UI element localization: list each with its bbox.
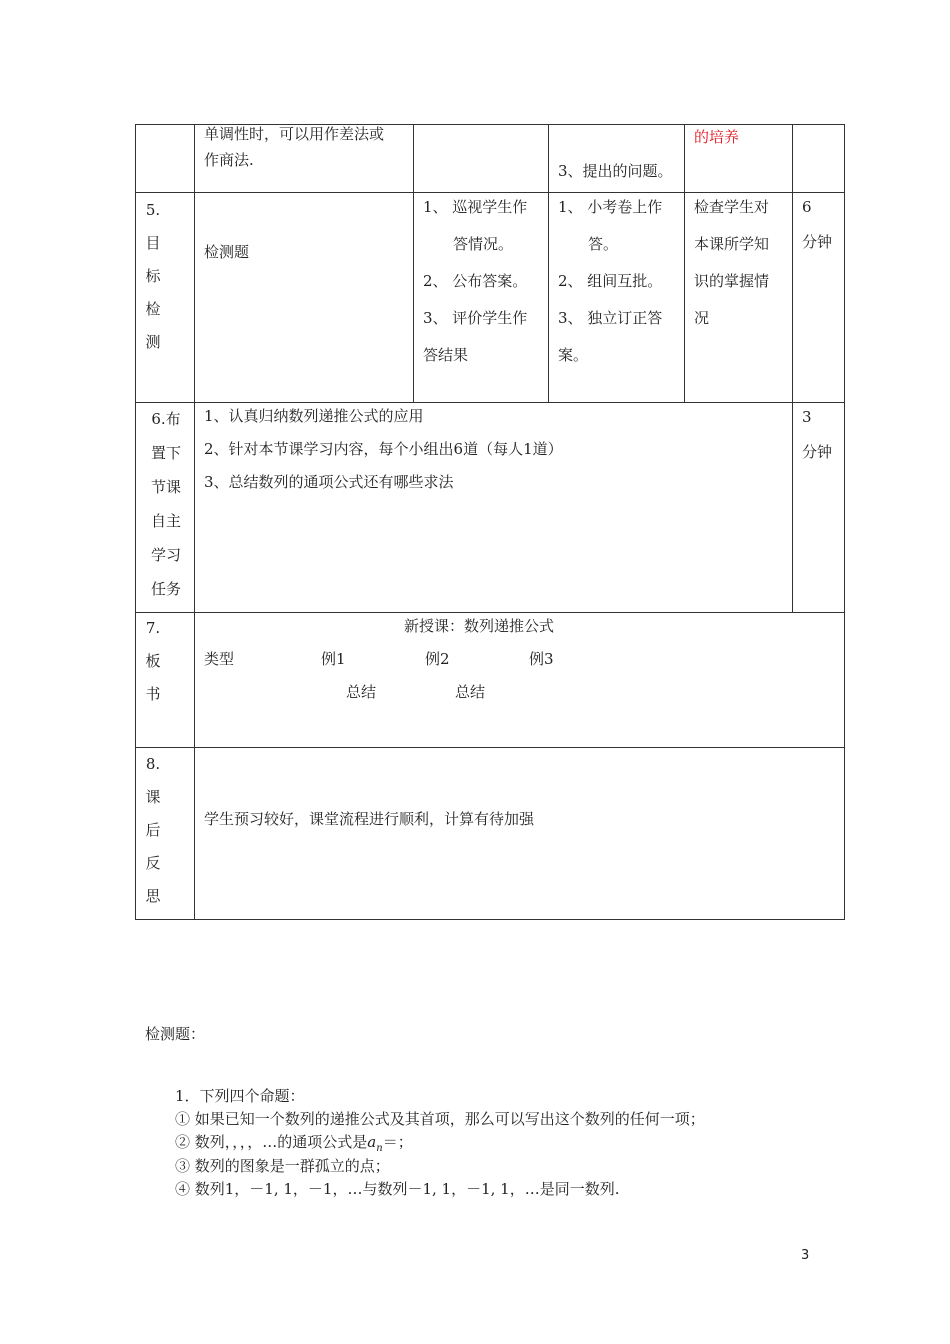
goal-cell bbox=[694, 195, 769, 343]
question-item bbox=[175, 1132, 705, 1155]
question-item: ③ 数列的图象是一群孤立的点； bbox=[175, 1156, 390, 1175]
section-label-char: 书 bbox=[145, 685, 161, 703]
board-example-2: 例2 bbox=[425, 650, 450, 668]
board-summary-2: 总结 bbox=[455, 683, 486, 701]
section-label-char: 标 bbox=[145, 267, 161, 285]
formula-subscript: n bbox=[376, 1143, 383, 1155]
goal-line: 识的掌握情 bbox=[694, 272, 770, 290]
section-label-char: 测 bbox=[145, 333, 161, 351]
section-label-5 bbox=[135, 194, 171, 359]
section-label-char: 课 bbox=[145, 788, 161, 806]
teacher-activity-cell bbox=[423, 195, 527, 380]
section-label-char: 板 bbox=[145, 652, 161, 670]
board-title: 新授课：数列递推公式 bbox=[404, 617, 555, 635]
table-line bbox=[792, 124, 793, 613]
section-label-6 bbox=[143, 402, 189, 606]
student-activity-line: 答。 bbox=[588, 235, 619, 253]
section-label-char: 后 bbox=[145, 821, 161, 839]
homework-item: 3、总结数列的通项公式还有哪些求法 bbox=[204, 473, 454, 491]
section-label-char: 置下 bbox=[150, 444, 181, 462]
table-line bbox=[135, 192, 845, 193]
section-label-char: 自主 bbox=[150, 512, 181, 530]
board-type-label: 类型 bbox=[204, 650, 235, 668]
table-line bbox=[194, 124, 195, 920]
quiz-heading: 检测题： bbox=[145, 1025, 206, 1043]
teacher-activity-line: 2、 公布答案。 bbox=[423, 272, 528, 290]
table-line bbox=[548, 124, 549, 403]
table-line bbox=[844, 124, 845, 920]
student-activity-cell bbox=[558, 195, 662, 380]
board-example-3: 例3 bbox=[529, 650, 554, 668]
section-label-char: 反 bbox=[145, 854, 161, 872]
content-cell-line: 作商法. bbox=[204, 151, 254, 169]
question-item: ① 如果已知一个数列的递推公式及其首项，那么可以写出这个数列的任何一项； bbox=[175, 1110, 705, 1129]
teacher-activity-line: 1、 巡视学生作 bbox=[423, 198, 528, 216]
table-line bbox=[684, 124, 685, 403]
student-activity-line: 案。 bbox=[558, 346, 589, 364]
section-label-char: 学习 bbox=[150, 546, 181, 564]
time-unit: 分钟 bbox=[802, 233, 833, 251]
section-label-char: 任务 bbox=[150, 580, 181, 598]
table-line bbox=[135, 747, 845, 748]
quiz-question bbox=[175, 1086, 705, 1202]
section-label-char: 目 bbox=[145, 234, 161, 252]
section-label-char: 思 bbox=[145, 887, 161, 905]
section-label-7 bbox=[135, 612, 171, 711]
student-activity-line: 1、 小考卷上作 bbox=[558, 198, 663, 216]
board-summary-1: 总结 bbox=[346, 683, 377, 701]
time-cell bbox=[802, 405, 832, 477]
section-label-char: 6.布 bbox=[151, 410, 181, 428]
goal-line: 况 bbox=[694, 309, 710, 327]
goal-line: 检查学生对 bbox=[694, 198, 770, 216]
goal-cell: 的培养 bbox=[694, 128, 740, 146]
content-cell-line: 单调性时，可以用作差法或 bbox=[204, 125, 385, 143]
question-title: 1．下列四个命题： bbox=[175, 1087, 305, 1105]
goal-line: 本课所学知 bbox=[694, 235, 770, 253]
section-label-char: 7. bbox=[145, 619, 161, 637]
teacher-activity-line: 答结果 bbox=[423, 346, 469, 364]
time-value: 6 bbox=[802, 198, 812, 216]
student-activity-line: 3、 独立订正答 bbox=[558, 309, 663, 327]
question-item-suffix: ＝； bbox=[382, 1133, 413, 1152]
table-line bbox=[135, 919, 845, 920]
section-label-8 bbox=[135, 748, 171, 913]
homework-item: 1、认真归纳数列递推公式的应用 bbox=[204, 407, 424, 425]
table-line bbox=[135, 402, 845, 403]
time-value: 3 bbox=[802, 408, 812, 426]
section-label-char: 5. bbox=[145, 201, 161, 219]
page-number: 3 bbox=[801, 1248, 810, 1263]
homework-item: 2、针对本节课学习内容，每个小组出6道（每人1道） bbox=[204, 440, 563, 458]
teacher-activity-line: 3、 评价学生作 bbox=[423, 309, 528, 327]
table-line bbox=[413, 124, 414, 403]
question-item: ④ 数列1，－1, 1，－1，…与数列－1, 1，－1, 1，…是同一数列. bbox=[175, 1179, 620, 1198]
reflection-text: 学生预习较好，课堂流程进行顺利，计算有待加强 bbox=[204, 810, 535, 828]
formula-variable: a bbox=[367, 1133, 377, 1152]
section-label-char: 检 bbox=[145, 300, 161, 318]
content-cell: 检测题 bbox=[204, 243, 250, 261]
question-item-prefix: ② 数列，，，，…的通项公式是 bbox=[175, 1133, 368, 1152]
time-cell bbox=[802, 195, 832, 267]
section-label-char: 8. bbox=[145, 755, 161, 773]
time-unit: 分钟 bbox=[802, 443, 833, 461]
student-activity-line: 2、 组间互批。 bbox=[558, 272, 663, 290]
section-label-char: 节课 bbox=[150, 478, 181, 496]
table-line bbox=[135, 612, 845, 613]
board-example-1: 例1 bbox=[321, 650, 346, 668]
teacher-activity-line: 答情况。 bbox=[453, 235, 514, 253]
student-activity-cell: 3、提出的问题。 bbox=[558, 162, 673, 180]
